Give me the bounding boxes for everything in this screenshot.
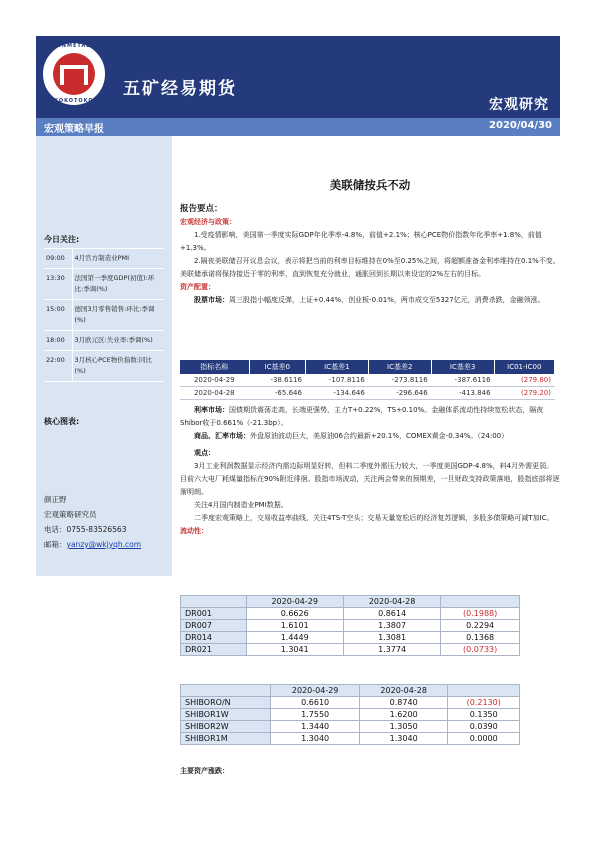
- table-row: 18:00 3月欧元区:失业率:季调(%): [44, 331, 164, 351]
- para-gdp: 1.受疫情影响，美国第一季度实际GDP年化季率-4.8%，前值+2.1%；核心PCE物价指数年化季率+1.8%，前值+1.3%。: [180, 231, 542, 252]
- email-label: 邮箱：: [44, 540, 67, 549]
- table-row: SHIBOR1W 1.7550 1.6200 0.1350: [181, 709, 520, 721]
- table-header-row: 指标名称 IC基差0 IC基差1 IC基差2 IC基差3 IC01-IC00: [180, 360, 555, 374]
- table-header-row: 2020-04-29 2020-04-28: [181, 596, 520, 608]
- report-points-heading: 报告要点：: [180, 204, 223, 214]
- table-row: DR014 1.4449 1.3081 0.1368: [181, 632, 520, 644]
- para-commodity: 商品、汇率市场：外盘原油波动巨大，美原油06合约最新+20.1%，COMEX黄金-0.34%。（24:00）: [194, 432, 509, 440]
- table-row: 2020-04-29 -38.6116 -107.8116 -273.8116 -387.6116 (279.80): [180, 374, 555, 387]
- analyst-name: 颜正野: [44, 495, 67, 504]
- table-row: 13:30 法国第一季度GDP(初值):环比:季调(%): [44, 269, 164, 300]
- para-rate: 利率市场：国债期货震荡走高，长端更强势，主力T+0.22%，TS+0.10%。金融体系流动性持续宽松状态，隔夜Shibor收于0.661%（-21.3bp）。: [180, 406, 544, 427]
- core-chart-title: 核心图表:: [44, 417, 80, 426]
- market-section: [180, 404, 560, 538]
- view-label: 观点：: [194, 449, 215, 457]
- para-view: 3月工业利润数据显示经济内需边际明显好转，但料二季度外需压力较大，一季度美国GDP-4.8%，料4月外需更弱。目前六大电厂耗煤量指标在90%附近徘徊。股指市场波动，关注两会带来的预期差，一旦财政支持政策落地，股指底部将逐渐明朗。: [180, 462, 560, 496]
- table-row: SHIBORO/N 0.6610 0.8740 (0.2130): [181, 697, 520, 709]
- company-logo: [40, 40, 108, 108]
- header-banner: [36, 36, 560, 118]
- analyst-info: [44, 492, 141, 552]
- company-name: 五矿经易期货: [123, 79, 237, 99]
- logo-m-icon: [60, 65, 88, 85]
- table-row: 2020-04-28 -65.646 -134.646 -296.646 -413.846 (279.20): [180, 387, 555, 400]
- para-strategy: 二季度宏观策略上，交易收益率曲线，关注4TS-T空头；交易天量宽松后的经济复苏逻辑，多股多债策略可减T加IC。: [194, 514, 554, 522]
- table-header-row: 2020-04-29 2020-04-28: [181, 685, 520, 697]
- basis-table: [180, 360, 555, 400]
- table-row: 09:00 4月官方制造业PMI: [44, 249, 164, 269]
- report-type: 宏观策略早报: [44, 124, 104, 135]
- macro-heading: 宏观经济与政策：: [180, 218, 236, 226]
- logo-top-text: MINMETALS: [52, 43, 96, 49]
- report-date: 2020/04/30: [489, 120, 552, 131]
- table-row: DR007 1.6101 1.3807 0.2294: [181, 620, 520, 632]
- email-link[interactable]: yanzy@wkjyqh.com: [66, 540, 142, 549]
- analyst-phone: 电话：0755-83526563: [44, 525, 127, 534]
- report-subheader: [36, 118, 560, 136]
- asset-heading: 资产配置：: [180, 283, 215, 291]
- section-name: 宏观研究: [489, 97, 549, 113]
- events-table: [44, 248, 164, 382]
- table-row: 15:00 德国3月零售销售:环比:季调(%): [44, 300, 164, 331]
- today-focus-title: 今日关注:: [44, 235, 80, 244]
- main-assets-heading: 主要资产涨跌：: [180, 767, 229, 775]
- table-row: DR001 0.6626 0.8614 (0.1988): [181, 608, 520, 620]
- page-title: 美联储按兵不动: [329, 178, 411, 192]
- macro-section: [180, 216, 560, 307]
- para-focus: 关注4月国内制造业PMI数据。: [194, 501, 288, 509]
- para-fed: 2.隔夜美联储召开议息会议，表示将把当前的利率目标维持在0%至0.25%之间，将超额准备金利率维持在0.1%不变。美联储承诺将保持接近于零的利率，直到恢复充分就业，通胀回到长期以来设定的2%左右的目标。: [180, 257, 560, 278]
- para-stock: 股票市场：周三股指小幅度反弹，上证+0.44%，创业板-0.01%，两市成交至5327亿元，消费杀跌，金融领涨。: [194, 296, 545, 304]
- sidebar: [36, 136, 172, 576]
- logo-bottom-text: LKOKOTOKOT: [50, 98, 98, 104]
- liquidity-heading: 流动性：: [180, 527, 208, 535]
- table-row: 22:00 3月核心PCE物价指数:同比(%): [44, 351, 164, 382]
- table-row: SHIBOR1M 1.3040 1.3040 0.0000: [181, 733, 520, 745]
- dr-table: [180, 595, 520, 656]
- shibor-table: [180, 684, 520, 745]
- table-row: SHIBOR2W 1.3440 1.3050 0.0390: [181, 721, 520, 733]
- analyst-title: 宏观策略研究员: [44, 510, 97, 519]
- table-row: DR021 1.3041 1.3774 (0.0733): [181, 644, 520, 656]
